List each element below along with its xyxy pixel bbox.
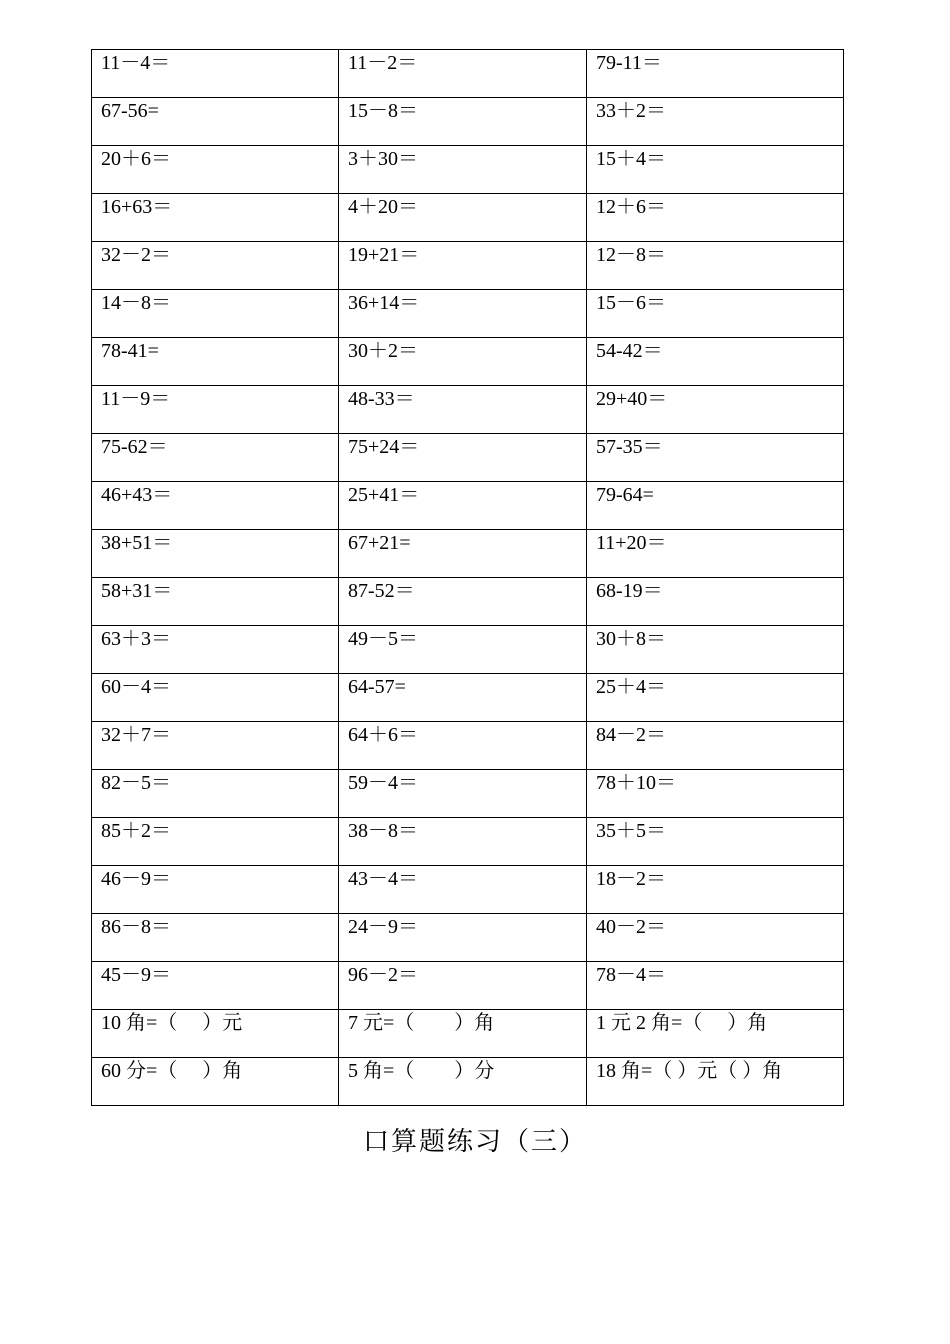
- table-row: [92, 194, 844, 242]
- problem-cell: [92, 722, 339, 770]
- problem-cell: [339, 530, 587, 578]
- table-row: [92, 674, 844, 722]
- problem-cell: [587, 770, 844, 818]
- problem-cell: [92, 98, 339, 146]
- problem-cell: [339, 1010, 587, 1058]
- table-row: [92, 1010, 844, 1058]
- problem-text: 18 角=（ ）元（ ）角: [596, 1060, 783, 1082]
- problem-cell: [92, 338, 339, 386]
- problem-cell: [587, 866, 844, 914]
- problem-text: 18－2＝: [596, 868, 666, 890]
- problem-cell: [339, 338, 587, 386]
- problem-cell: [339, 482, 587, 530]
- problem-text: 16+63＝: [101, 196, 173, 218]
- problem-cell: [587, 194, 844, 242]
- problem-cell: [339, 434, 587, 482]
- problem-text: 38+51＝: [101, 532, 173, 554]
- problem-text: 46+43＝: [101, 484, 173, 506]
- problem-cell: [339, 722, 587, 770]
- problem-cell: [587, 146, 844, 194]
- problem-text: 35＋5＝: [596, 820, 666, 842]
- problem-text: 64＋6＝: [348, 724, 418, 746]
- problem-text: 30＋2＝: [348, 340, 418, 362]
- table-row: [92, 242, 844, 290]
- problem-text: 11－9＝: [101, 388, 171, 410]
- problem-cell: [339, 626, 587, 674]
- problem-text: 32－2＝: [101, 244, 171, 266]
- problem-text: 11+20＝: [596, 532, 667, 554]
- table-row: [92, 386, 844, 434]
- problem-text: 38－8＝: [348, 820, 418, 842]
- problem-cell: [339, 290, 587, 338]
- problem-cell: [587, 338, 844, 386]
- problem-text: 33＋2＝: [596, 100, 666, 122]
- problem-text: 20＋6＝: [101, 148, 171, 170]
- problem-text: 11－2＝: [348, 52, 418, 74]
- problem-text: 1 元 2 角=（ ）角: [596, 1012, 768, 1034]
- problem-cell: [92, 146, 339, 194]
- problem-cell: [339, 194, 587, 242]
- problem-cell: [339, 146, 587, 194]
- problem-text: 78＋10＝: [596, 772, 676, 794]
- problem-text: 3＋30＝: [348, 148, 418, 170]
- problem-text: 5 角=（ ）分: [348, 1060, 495, 1082]
- problem-cell: [92, 962, 339, 1010]
- problem-cell: [92, 530, 339, 578]
- problem-cell: [92, 578, 339, 626]
- problem-cell: [587, 482, 844, 530]
- problem-text: 75-62＝: [101, 436, 168, 458]
- problem-text: 84－2＝: [596, 724, 666, 746]
- table-row: [92, 818, 844, 866]
- problem-text: 46－9＝: [101, 868, 171, 890]
- problem-cell: [587, 962, 844, 1010]
- problem-text: 79-64=: [596, 484, 654, 506]
- table-row: [92, 50, 844, 98]
- problem-text: 87-52＝: [348, 580, 415, 602]
- table-row: [92, 578, 844, 626]
- problem-cell: [92, 866, 339, 914]
- problem-cell: [587, 1058, 844, 1106]
- table-row: [92, 962, 844, 1010]
- problem-cell: [339, 962, 587, 1010]
- problem-text: 24－9＝: [348, 916, 418, 938]
- table-row: [92, 98, 844, 146]
- problem-cell: [92, 626, 339, 674]
- problem-cell: [339, 674, 587, 722]
- problem-text: 75+24＝: [348, 436, 420, 458]
- problem-cell: [587, 578, 844, 626]
- table-row: [92, 290, 844, 338]
- problem-cell: [92, 674, 339, 722]
- problem-cell: [92, 194, 339, 242]
- problem-text: 40－2＝: [596, 916, 666, 938]
- worksheet-title: 口算题练习（三）: [362, 1127, 587, 1157]
- problem-text: 15－8＝: [348, 100, 418, 122]
- problem-text: 36+14＝: [348, 292, 420, 314]
- problem-text: 96－2＝: [348, 964, 418, 986]
- problem-text: 85＋2＝: [101, 820, 171, 842]
- problem-text: 12＋6＝: [596, 196, 666, 218]
- problem-text: 78－4＝: [596, 964, 666, 986]
- problem-text: 63＋3＝: [101, 628, 171, 650]
- problem-text: 54-42＝: [596, 340, 663, 362]
- problem-text: 59－4＝: [348, 772, 418, 794]
- problem-cell: [92, 242, 339, 290]
- problem-cell: [339, 242, 587, 290]
- problem-cell: [587, 290, 844, 338]
- problem-text: 29+40＝: [596, 388, 668, 410]
- problem-cell: [339, 1058, 587, 1106]
- problem-text: 32＋7＝: [101, 724, 171, 746]
- problem-cell: [587, 722, 844, 770]
- problem-text: 60－4＝: [101, 676, 171, 698]
- problem-text: 7 元=（ ）角: [348, 1012, 495, 1034]
- problem-text: 60 分=（ ）角: [101, 1060, 243, 1082]
- problem-text: 82－5＝: [101, 772, 171, 794]
- table-row: [92, 626, 844, 674]
- problem-text: 15＋4＝: [596, 148, 666, 170]
- problem-cell: [587, 434, 844, 482]
- problem-text: 4＋20＝: [348, 196, 418, 218]
- problem-text: 86－8＝: [101, 916, 171, 938]
- problem-text: 15－6＝: [596, 292, 666, 314]
- problem-cell: [339, 818, 587, 866]
- problem-text: 78-41=: [101, 340, 159, 362]
- problem-cell: [339, 98, 587, 146]
- problem-cell: [92, 290, 339, 338]
- arithmetic-table-body: [92, 50, 844, 1106]
- problem-cell: [587, 50, 844, 98]
- table-row: [92, 482, 844, 530]
- problem-text: 49－5＝: [348, 628, 418, 650]
- problem-text: 25+41＝: [348, 484, 420, 506]
- problem-cell: [339, 770, 587, 818]
- problem-cell: [339, 866, 587, 914]
- problem-cell: [339, 50, 587, 98]
- problem-cell: [587, 914, 844, 962]
- problem-text: 14－8＝: [101, 292, 171, 314]
- problem-text: 64-57=: [348, 676, 406, 698]
- problem-cell: [339, 914, 587, 962]
- problem-cell: [92, 818, 339, 866]
- problem-cell: [92, 386, 339, 434]
- problem-cell: [92, 770, 339, 818]
- problem-text: 30＋8＝: [596, 628, 666, 650]
- table-row: [92, 146, 844, 194]
- problem-cell: [339, 386, 587, 434]
- arithmetic-table: [91, 49, 844, 1106]
- problem-cell: [92, 50, 339, 98]
- table-row: [92, 914, 844, 962]
- problem-cell: [587, 386, 844, 434]
- problem-cell: [587, 1010, 844, 1058]
- problem-cell: [587, 674, 844, 722]
- problem-text: 25＋4＝: [596, 676, 666, 698]
- problem-text: 67+21=: [348, 532, 411, 554]
- problem-text: 43－4＝: [348, 868, 418, 890]
- table-row: [92, 866, 844, 914]
- problem-text: 10 角=（ ）元: [101, 1012, 243, 1034]
- problem-text: 45－9＝: [101, 964, 171, 986]
- problem-cell: [587, 818, 844, 866]
- table-row: [92, 530, 844, 578]
- problem-text: 68-19＝: [596, 580, 663, 602]
- problem-cell: [587, 530, 844, 578]
- problem-cell: [92, 434, 339, 482]
- table-row: [92, 722, 844, 770]
- problem-cell: [587, 98, 844, 146]
- problem-cell: [587, 242, 844, 290]
- table-row: [92, 338, 844, 386]
- problem-text: 67-56=: [101, 100, 159, 122]
- problem-text: 19+21＝: [348, 244, 420, 266]
- problem-cell: [92, 1010, 339, 1058]
- table-row: [92, 434, 844, 482]
- problem-cell: [92, 914, 339, 962]
- problem-text: 79-11＝: [596, 52, 662, 74]
- problem-cell: [92, 482, 339, 530]
- problem-text: 58+31＝: [101, 580, 173, 602]
- problem-cell: [587, 626, 844, 674]
- problem-text: 48-33＝: [348, 388, 415, 410]
- table-row: [92, 770, 844, 818]
- problem-text: 12－8＝: [596, 244, 666, 266]
- problem-text: 57-35＝: [596, 436, 663, 458]
- problem-cell: [339, 578, 587, 626]
- problem-text: 11－4＝: [101, 52, 171, 74]
- problem-cell: [92, 1058, 339, 1106]
- table-row: [92, 1058, 844, 1106]
